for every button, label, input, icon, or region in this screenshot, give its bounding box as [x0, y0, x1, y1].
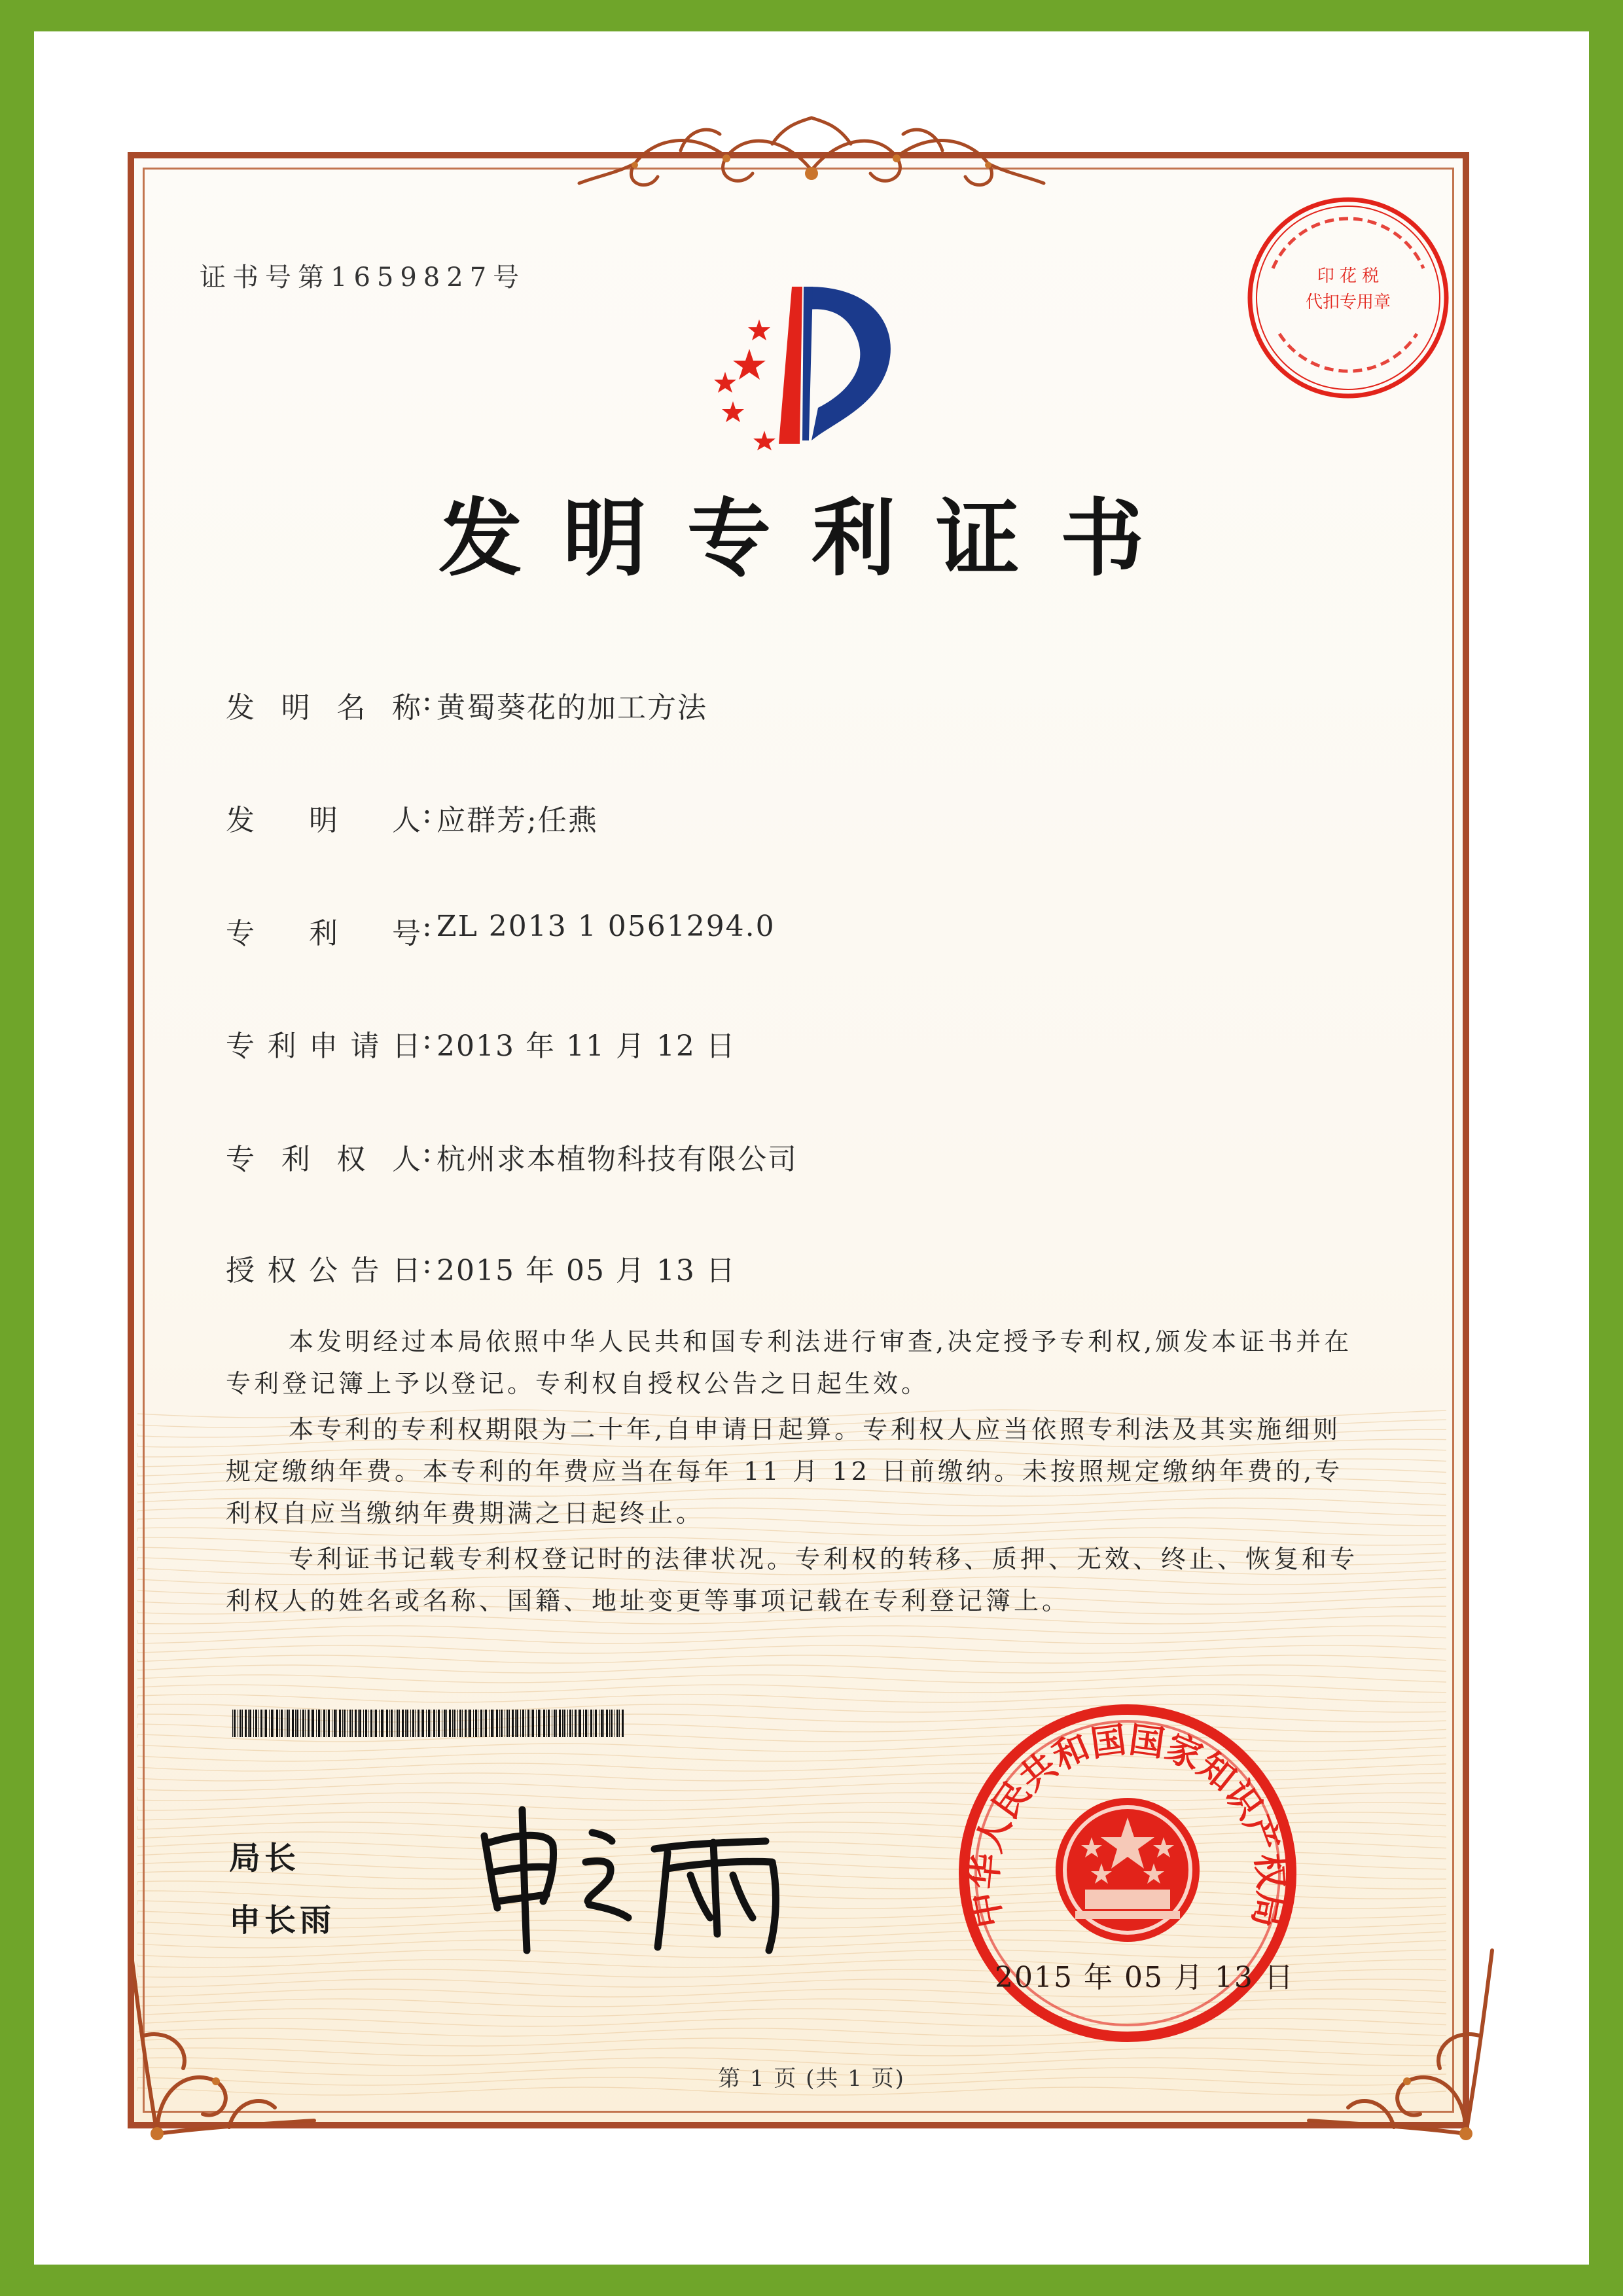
field-inventor: [226, 797, 598, 838]
paragraph: 专利证书记载专利权登记时的法律状况。专利权的转移、质押、无效、终止、恢复和专利权人的姓名或名称、国籍、地址变更等事项记载在专利登记簿上。: [226, 1545, 1359, 1615]
seal-text: 中华人民共和国国家知识产权局: [963, 1719, 1293, 1931]
svg-text:印 花 税: 印 花 税: [1317, 266, 1380, 286]
barcode: [232, 1710, 625, 1737]
field-invention-name: [226, 684, 707, 726]
colon: :: [422, 684, 432, 717]
colon: :: [422, 1022, 432, 1056]
svg-text:代扣专用章: 代扣专用章: [1305, 293, 1391, 312]
field-label: 专利号: [226, 917, 422, 950]
tax-stamp: [1240, 190, 1456, 406]
field-label: 发明名称: [226, 691, 422, 725]
certificate-number: 证书号第1659827号: [200, 262, 526, 293]
certificate-body: [226, 1321, 1364, 1626]
page-footer: 第 1 页 (共 1 页): [718, 2066, 905, 2092]
field-label: 授权公告日: [226, 1254, 422, 1287]
paragraph: 本专利的专利权期限为二十年,自申请日起算。专利权人应当依照专利法及其实施细则规定缴纳年费。本专利的年费应当在每年 11 月 12 日前缴纳。未按照规定缴纳年费的,专利权自应当缴纳年费期满之日起终止。: [226, 1415, 1344, 1528]
colon: :: [422, 1136, 432, 1169]
ornament-icon: [1296, 1937, 1505, 2147]
field-value: 杭州求本植物科技有限公司: [437, 1143, 798, 1176]
chief-title: 局长: [229, 1840, 300, 1876]
field-patentee: [226, 1136, 798, 1177]
field-value: 2013 年 11 月 12 日: [437, 1030, 736, 1063]
chief-name: 申长雨: [229, 1902, 336, 1939]
patent-office-emblem-icon: [687, 267, 929, 450]
ornament-icon: [576, 111, 1047, 203]
colon: :: [422, 910, 432, 943]
field-value: ZL 2013 1 0561294.0: [437, 910, 776, 943]
national-seal: [954, 1696, 1301, 2050]
field-grant-date: [226, 1247, 736, 1289]
signature: [471, 1797, 825, 1960]
colon: :: [422, 1247, 432, 1280]
field-value: 应群芳;任燕: [437, 804, 598, 837]
field-value: 2015 年 05 月 13 日: [437, 1254, 736, 1287]
paragraph: 本发明经过本局依照中华人民共和国专利法进行审查,决定授予专利权,颁发本证书并在专利登记簿上予以登记。专利权自授权公告之日起生效。: [226, 1327, 1353, 1398]
colon: :: [422, 797, 432, 830]
national-emblem-icon: [1056, 1798, 1200, 1942]
ornament-icon: [118, 1937, 327, 2147]
field-value: 黄蜀葵花的加工方法: [437, 691, 707, 725]
field-patent-number: [226, 910, 776, 952]
field-application-date: [226, 1022, 736, 1064]
field-label: 发明人: [226, 804, 422, 837]
field-label: 专利权人: [226, 1143, 422, 1176]
certificate-title: 发明专利证书: [438, 490, 1185, 588]
field-label: 专利申请日: [226, 1030, 422, 1063]
seal-date: 2015 年 05 月 13 日: [995, 1961, 1294, 1994]
